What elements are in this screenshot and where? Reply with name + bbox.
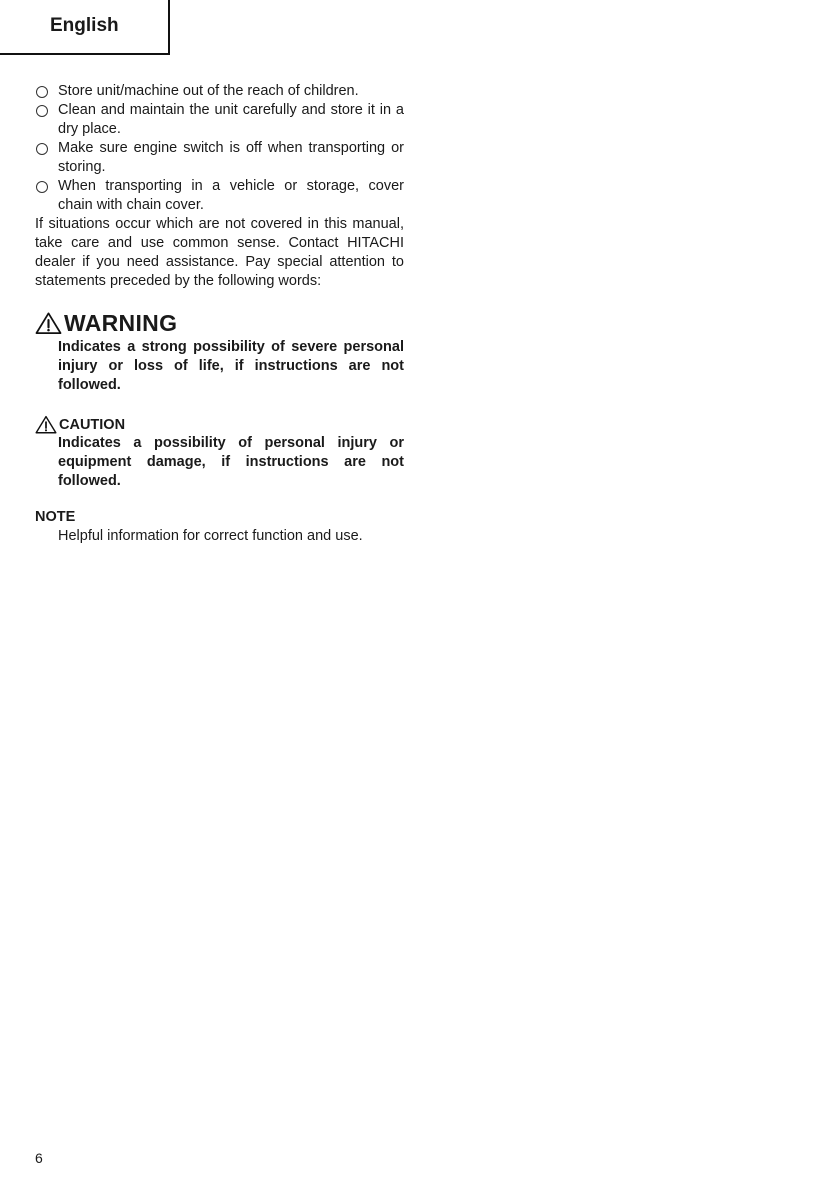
safety-bullet-list bbox=[35, 82, 404, 215]
note-text: Helpful information for correct function and use. bbox=[58, 528, 363, 544]
caution-title: CAUTION bbox=[59, 416, 126, 433]
intro-paragraph: If situations occur which are not covered in this manual, take care and use common sense. Contact HITACHI dealer if you need assistance. Pay special attention to statements preceded by the following words: bbox=[35, 216, 404, 289]
page-number: 6 bbox=[35, 1150, 43, 1166]
circle-bullet-icon bbox=[36, 105, 48, 117]
list-item-text: When transporting in a vehicle or storage, cover chain with chain cover. bbox=[58, 178, 404, 213]
circle-bullet-icon bbox=[36, 181, 48, 193]
warning-heading bbox=[35, 308, 404, 338]
list-item bbox=[35, 101, 404, 139]
circle-bullet-icon bbox=[36, 86, 48, 98]
caution-text: Indicates a possibility of personal injury or equipment damage, if instructions are not followed. bbox=[58, 435, 404, 489]
warning-title: WARNING bbox=[64, 309, 178, 336]
list-item-text: Store unit/machine out of the reach of children. bbox=[58, 83, 359, 99]
warning-triangle-icon bbox=[35, 311, 62, 335]
note-title: NOTE bbox=[35, 509, 76, 525]
list-item bbox=[35, 139, 404, 177]
warning-text: Indicates a strong possibility of severe personal injury or loss of life, if instructions are not followed. bbox=[58, 339, 404, 393]
circle-bullet-icon bbox=[36, 143, 48, 155]
main-column bbox=[35, 82, 404, 546]
language-tab bbox=[0, 0, 170, 55]
language-label: English bbox=[50, 15, 119, 36]
list-item-text: Clean and maintain the unit carefully and store it in a dry place. bbox=[58, 102, 404, 137]
list-item-text: Make sure engine switch is off when transporting or storing. bbox=[58, 140, 404, 175]
caution-heading bbox=[35, 415, 404, 434]
warning-triangle-icon bbox=[35, 415, 57, 434]
list-item bbox=[35, 177, 404, 215]
list-item bbox=[35, 82, 404, 101]
